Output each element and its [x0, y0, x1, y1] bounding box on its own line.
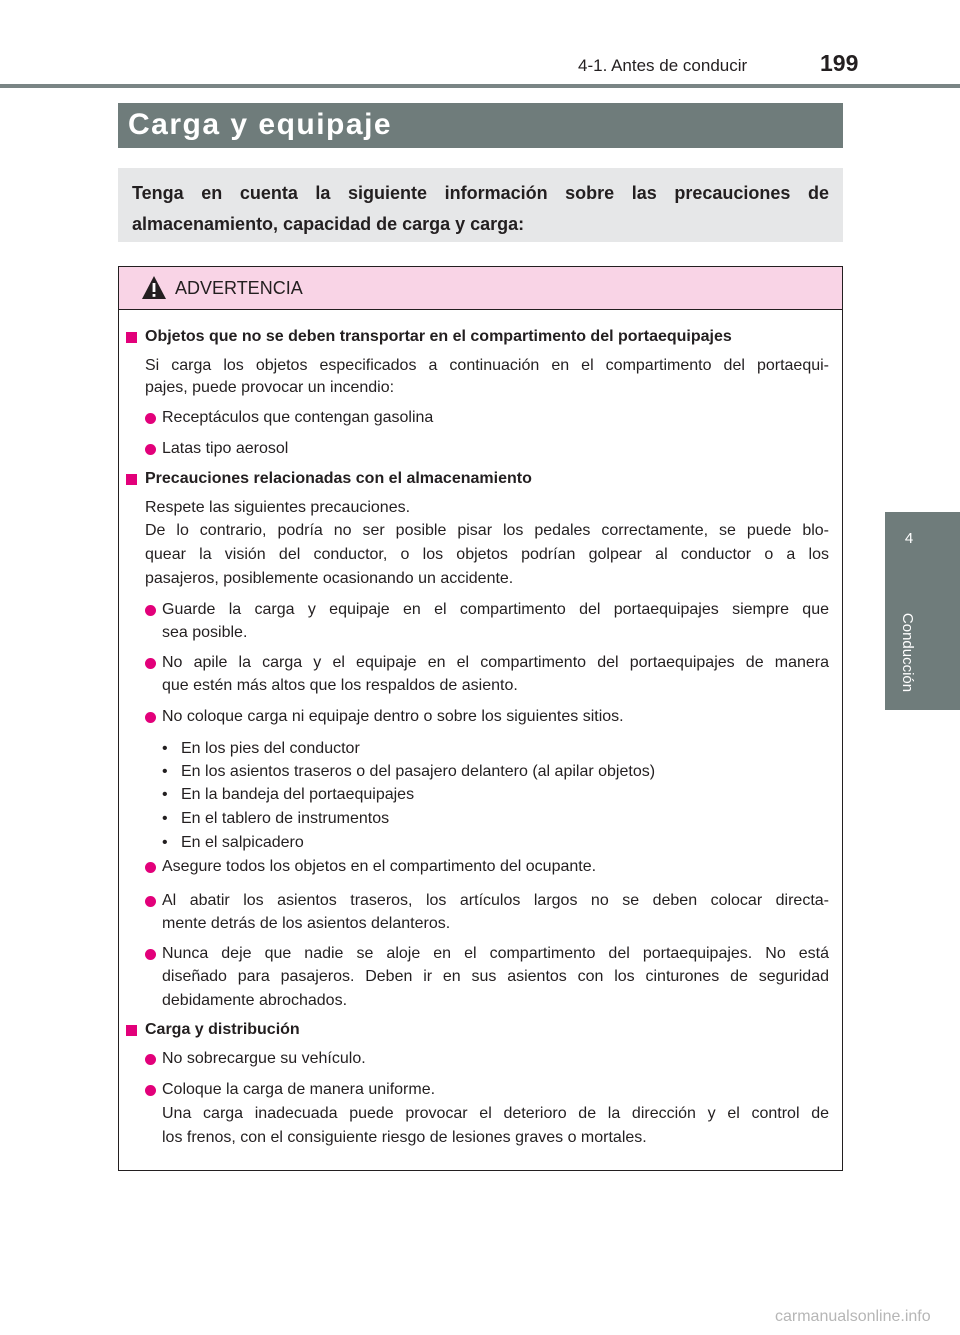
- bullet-dot: [145, 658, 156, 669]
- sub-item-text: En la bandeja del portaequipajes: [181, 786, 415, 803]
- bullet-dot: [145, 712, 156, 723]
- body-line: quear la visión del conductor, o los objetos podrían golpear al conductor o a los: [145, 546, 829, 563]
- bullet-text: que estén más altos que los respaldos de asiento.: [162, 677, 518, 694]
- bullet-dot: [145, 896, 156, 907]
- title-bar: [118, 103, 843, 148]
- sub-item-bullet: •: [162, 834, 168, 851]
- sub-item-bullet: •: [162, 786, 168, 803]
- bullet-text: No apile la carga y el equipaje en el compartimento del portaequipajes de manera: [162, 654, 829, 671]
- bullet-text: sea posible.: [162, 624, 248, 641]
- section-heading: Carga y distribución: [145, 1021, 300, 1038]
- section-heading: Precauciones relacionadas con el almacenamiento: [145, 470, 532, 487]
- page-title: Carga y equipaje: [128, 108, 393, 141]
- side-tab-label-wrap: [886, 600, 930, 705]
- bullet-text: No coloque carga ni equipaje dentro o sobre los siguientes sitios.: [162, 708, 624, 725]
- bullet-text: los frenos, con el consiguiente riesgo de lesiones graves o mortales.: [162, 1129, 647, 1146]
- bullet-text: Receptáculos que contengan gasolina: [162, 409, 434, 426]
- bullet-text: Guarde la carga y equipaje en el compartimento del portaequipajes siempre que: [162, 601, 829, 618]
- bullet-dot: [145, 444, 156, 455]
- bullet-text: Coloque la carga de manera uniforme.: [162, 1081, 436, 1098]
- section-marker: [126, 332, 137, 343]
- sub-item-text: En los pies del conductor: [181, 740, 360, 757]
- warning-box: [118, 266, 843, 1171]
- sub-item-text: En los asientos traseros o del pasajero delantero (al apilar objetos): [181, 763, 656, 780]
- watermark: carmanualsonline.info: [775, 1308, 931, 1325]
- bullet-dot: [145, 1085, 156, 1096]
- header-rule: [0, 84, 960, 88]
- side-tab-number: 4: [904, 530, 914, 547]
- bullet-dot: [145, 413, 156, 424]
- bullet-text: No sobrecargue su vehículo.: [162, 1050, 366, 1067]
- warning-triangle-icon: [141, 275, 167, 301]
- sub-item-text: En el tablero de instrumentos: [181, 810, 390, 827]
- bullet-text: Nunca deje que nadie se aloje en el compartimento del portaequipajes. No está: [162, 945, 829, 962]
- warning-title: ADVERTENCIA: [175, 278, 303, 298]
- section-marker: [126, 1025, 137, 1036]
- body-line: Respete las siguientes precauciones.: [145, 499, 411, 516]
- body-line: pasajeros, posiblemente ocasionando un accidente.: [145, 570, 514, 587]
- sub-item-text: En el salpicadero: [181, 834, 304, 851]
- bullet-text: Al abatir los asientos traseros, los artículos largos no se deben colocar directa-: [162, 892, 829, 909]
- body-line: Si carga los objetos especificados a continuación en el compartimento del portaequi-: [145, 357, 829, 374]
- bullet-dot: [145, 949, 156, 960]
- sub-item-bullet: •: [162, 810, 168, 827]
- warning-header: [119, 267, 842, 310]
- intro-box: Tenga en cuenta la siguiente información sobre las precauciones de almacenamiento, capacidad de carga y carga:: [118, 168, 843, 242]
- bullet-dot: [145, 605, 156, 616]
- bullet-text: Asegure todos los objetos en el compartimento del ocupante.: [162, 858, 597, 875]
- side-tab: [885, 512, 960, 590]
- bullet-text: diseñado para pasajeros. Deben ir en sus asientos con los cinturones de seguridad: [162, 968, 829, 985]
- sub-item-bullet: •: [162, 740, 168, 757]
- body-line: pajes, puede provocar un incendio:: [145, 379, 395, 396]
- page-number: 199: [820, 50, 859, 76]
- side-tab-label: Conducción: [899, 612, 917, 693]
- section-heading: Objetos que no se deben transportar en el compartimento del portaequipajes: [145, 328, 732, 345]
- bullet-text: Latas tipo aerosol: [162, 440, 289, 457]
- bullet-text: Una carga inadecuada puede provocar el deterioro de la dirección y el control de: [162, 1105, 829, 1122]
- bullet-dot: [145, 1054, 156, 1065]
- bullet-text: mente detrás de los asientos delanteros.: [162, 915, 451, 932]
- header-section-title: 4-1. Antes de conducir: [578, 56, 748, 75]
- sub-item-bullet: •: [162, 763, 168, 780]
- body-line: De lo contrario, podría no ser posible pisar los pedales correctamente, se puede blo-: [145, 522, 829, 539]
- section-marker: [126, 474, 137, 485]
- bullet-text: debidamente abrochados.: [162, 992, 348, 1009]
- bullet-dot: [145, 862, 156, 873]
